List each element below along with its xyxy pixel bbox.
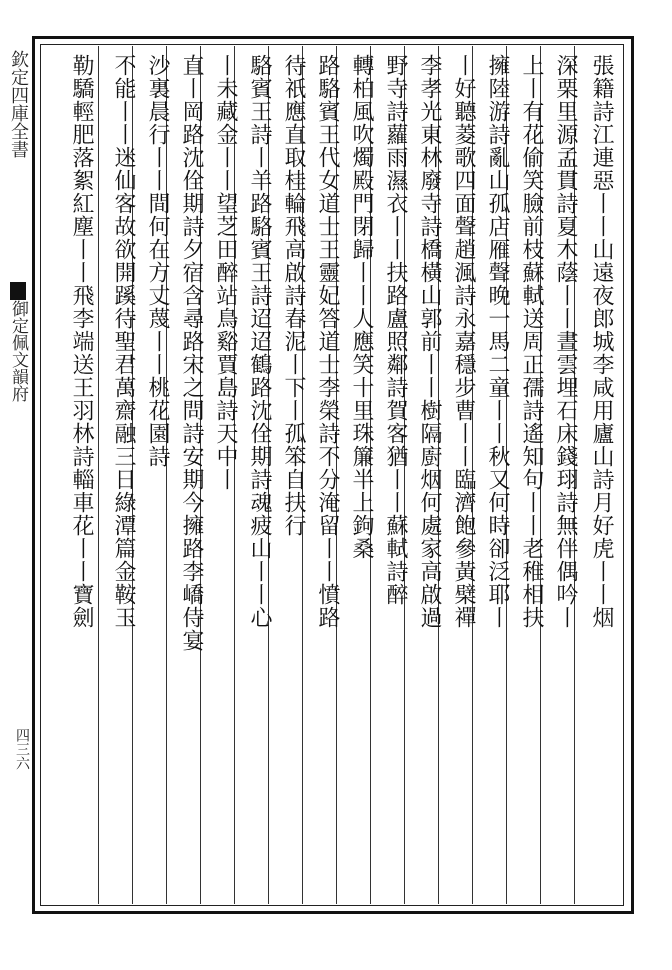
text-column: 擁陸游詩亂山孤店雁聲晚一馬二童丨丨秋又何時卻泛耶丨 <box>485 54 510 629</box>
fishtail-mark <box>10 282 26 300</box>
text-column: 李孝光東林廢寺詩橋橫山郭前丨丨樹隔廚烟何處家高啟過 <box>417 54 442 629</box>
text-column: 沙裏晨行丨丨間何在方丈蔑丨丨桃花園詩 <box>145 54 170 468</box>
column-rule <box>98 46 99 904</box>
text-column: 勒驕輕肥落絮紅塵丨丨飛李端送王羽林詩輜車花丨丨寶劍 <box>69 54 94 629</box>
text-column: 丨好聽菱歌四面聲趙渢詩永嘉穩步曹丨丨臨濟飽參黃檗禪 <box>451 54 476 629</box>
book-title-margin: 欽定四庫全書 <box>8 50 29 158</box>
page-number: 四三六 <box>14 728 30 770</box>
text-column: 上丨有花偷笑臉前枝蘇軾送周正孺詩遙知句丨丨老稚相扶 <box>519 54 544 629</box>
text-column: 深栗里源孟貫詩夏木蔭丨丨晝雲埋石床錢珝詩無伴偶吟丨 <box>553 54 578 629</box>
text-column: 待祇應直取桂輪飛高啟詩春泥丨下丨孤笨自扶行 <box>281 54 306 537</box>
text-column: 不能丨丨迷仙客故欲開蹊待聖君萬齋融三日綠潭篇金鞍玉 <box>111 54 136 629</box>
text-column: 野寺詩蘿雨濕衣丨丨扶路盧照鄰詩賀客猶丨丨蘇軾詩醉 <box>383 54 408 606</box>
text-column: 轉柏風吹燭殿門閉歸丨丨人應笑十里珠簾半上鉤桑 <box>349 54 374 560</box>
text-column: 張籍詩江連惡丨丨山遠夜郎城李咸用廬山詩月好虎丨丨烟 <box>589 54 614 629</box>
text-column: 直丨岡路沈佺期詩夕宿含尋路宋之問詩安期今擁路李嶠侍宴 <box>179 54 204 652</box>
text-column: 路駱賓王代女道士王靈妃答道士李榮詩不分淹留丨丨憤路 <box>315 54 340 629</box>
text-column: 駱賓王詩丨羊路駱賓王詩迢迢鶴路沈佺期詩魂疲山丨丨心 <box>247 54 272 629</box>
sub-title-margin: 御定佩文韻府 <box>8 300 28 402</box>
text-column: 丨未藏金丨丨望芝田醉站鳥谿賈島詩天中丨 <box>213 54 238 491</box>
